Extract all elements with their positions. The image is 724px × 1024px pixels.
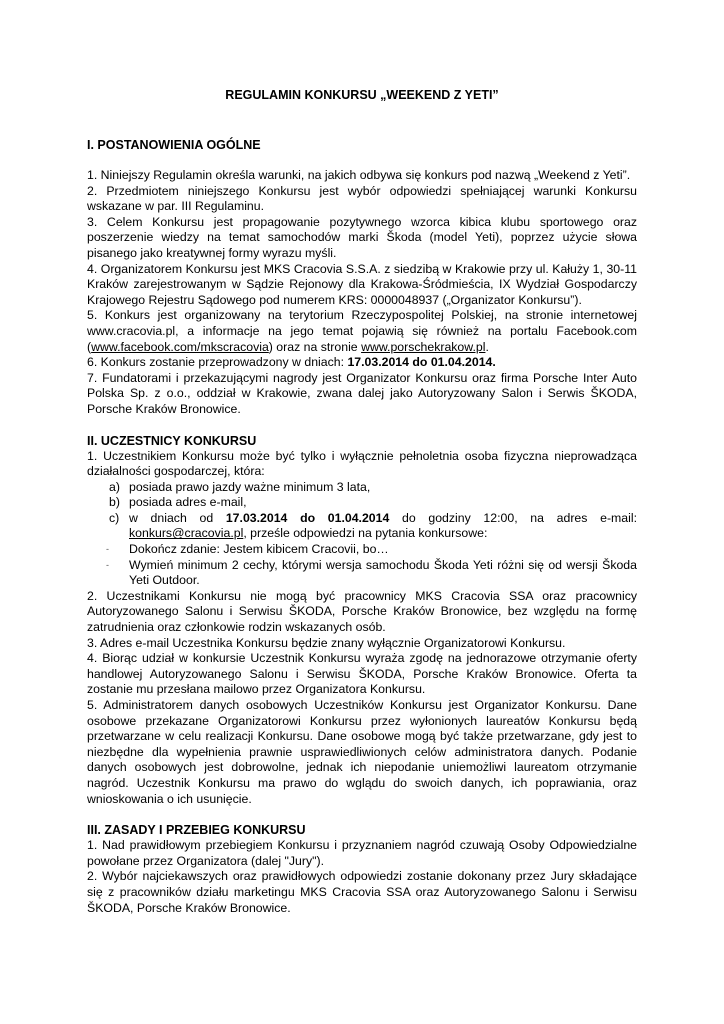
s2-paragraph-3: 3. Adres e-mail Uczestnika Konkursu będzie znany wyłącznie Organizatorowi Konkursu. — [87, 635, 566, 650]
list-item: a) posiada prawo jazdy ważne minimum 3 lata, — [109, 479, 371, 494]
s3-paragraph-2: 2. Wybór najciekawszych oraz prawidłowych odpowiedzi zostanie dokonany przez Jury składające się z pracowników działu marketingu MKS Cracovia SSA oraz Autoryzowanego Salonu i Serwisu ŠKODA, Porsche Kraków Bronowice. — [87, 869, 637, 915]
s1-paragraph-5: 5. Konkurs jest organizowany na terytorium Rzeczypospolitej Polskiej, na stronie internetowej www.cracovia.pl, a informacje na jego temat pojawią się również na portalu Facebook.com (www.facebook.com/mkscracovia) oraz na stronie www.porschekrakow.pl. — [87, 308, 637, 354]
document-title: REGULAMIN KONKURSU „WEEKEND Z YETI” — [225, 88, 499, 102]
section-2-heading: II. UCZESTNICY KONKURSU — [87, 433, 257, 448]
document-body — [87, 137, 637, 916]
s1-paragraph-6: 6. Konkurs zostanie przeprowadzony w dniach: 17.03.2014 do 01.04.2014. — [87, 355, 496, 370]
s2-paragraph-4: 4. Biorąc udział w konkursie Uczestnik Konkursu wyraża zgodę na jednorazowe otrzymanie oferty handlowej Autoryzowanego Salonu i Serwisu ŠKODA, Porsche Kraków Bronowice. Oferta ta zostanie mu przesłana mailowo przez Organizatora Konkursu. — [87, 651, 637, 697]
section-3-heading: III. ZASADY I PRZEBIEG KONKURSU — [87, 823, 306, 838]
s2-questions-list — [87, 542, 637, 589]
facebook-link[interactable]: www.facebook.com/mkscracovia — [91, 339, 269, 354]
s1-paragraph-1: 1. Niniejszy Regulamin określa warunki, na jakich odbywa się konkurs pod nazwą „Weekend z Yeti”. — [87, 168, 631, 182]
list-item: - Dokończ zdanie: Jestem kibicem Cracovii, bo… — [106, 542, 389, 557]
s2-paragraph-5: 5. Administratorem danych osobowych Uczestników Konkursu jest Organizator Konkursu. Dane osobowe przekazane Organizatorowi Konkursu przez wyłonionych laureatów Konkursu będą przetwarzane w celu realizacji Konkursu. Dane osobowe mogą być także przetwarzane, gdy jest to niezbędne dla wypełnienia prawnie usprawiedliwionych celów administratora danych. Podanie danych osobowych jest dobrowolne, jednak ich niepodanie uniemożliwi laureatom otrzymanie nagród. Uczestnik Konkursu ma prawo do wglądu do swoich danych, ich poprawiania, oraz wnioskowania o ich usunięcie. — [87, 698, 637, 806]
s1-paragraph-3: 3. Celem Konkursu jest propagowanie pozytywnego wzorca kibica klubu sportowego oraz poszerzenie wiedzy na temat samochodów marki Škoda (model Yeti), poprzez użycie słowa pisanego jako kreatywnej formy wyrazu myśli. — [87, 214, 637, 260]
list-item: b) posiada adres e-mail, — [109, 495, 247, 510]
s1-paragraph-2: 2. Przedmiotem niniejszego Konkursu jest wybór odpowiedzi spełniającej warunki Konkursu wskazane w par. III Regulaminu. — [87, 183, 637, 214]
list-item: c) w dniach od 17.03.2014 do 01.04.2014 do godziny 12:00, na adres e-mail: konkurs@cracovia.pl, prześle odpowiedzi na pytania konkursowe: — [109, 510, 637, 541]
s2-conditions-list — [87, 480, 637, 542]
email-link[interactable]: konkurs@cracovia.pl — [129, 526, 244, 541]
s2-paragraph-2: 2. Uczestnikami Konkursu nie mogą być pracownicy MKS Cracovia SSA oraz pracownicy Autoryzowanego Salonu i Serwisu ŠKODA, Porsche Kraków Bronowice, bez względu na formę zatrudnienia oraz członkowie rodzin wskazanych osób. — [87, 588, 637, 635]
s1-paragraph-4: 4. Organizatorem Konkursu jest MKS Cracovia S.S.A. z siedzibą w Krakowie przy ul. Kałuży 1, 30-11 Kraków zarejestrowanym w Sądzie Rejonowy dla Krakowa-Śródmieścia, IX Wydział Gospodarczy Krajowego Rejestru Sądowego pod numerem KRS: 0000048937 („Organizator Konkursu”). — [87, 261, 637, 307]
list-item: - Wymień minimum 2 cechy, którymi wersja samochodu Škoda Yeti różni się od wersji Škoda Yeti Outdoor. — [106, 557, 637, 588]
s1-paragraph-7: 7. Fundatorami i przekazującymi nagrody jest Organizator Konkursu oraz firma Porsche Inter Auto Polska Sp. z o.o., oddział w Krakowie, zwana dalej jako Autoryzowany Salon i Serwis ŠKODA, Porsche Kraków Bronowice. — [87, 370, 637, 416]
s2-paragraph-1: 1. Uczestnikiem Konkursu może być tylko i wyłącznie pełnoletnia osoba fizyczna nieprowadząca działalności gospodarczej, która: — [87, 448, 637, 479]
section-1-heading: I. POSTANOWIENIA OGÓLNE — [87, 138, 261, 152]
porsche-link[interactable]: www.porschekrakow.pl — [361, 339, 486, 354]
s3-paragraph-1: 1. Nad prawidłowym przebiegiem Konkursu i przyznaniem nagród czuwają Osoby Odpowiedzialne powołane przez Organizatora (dalej "Jury"). — [87, 838, 637, 868]
